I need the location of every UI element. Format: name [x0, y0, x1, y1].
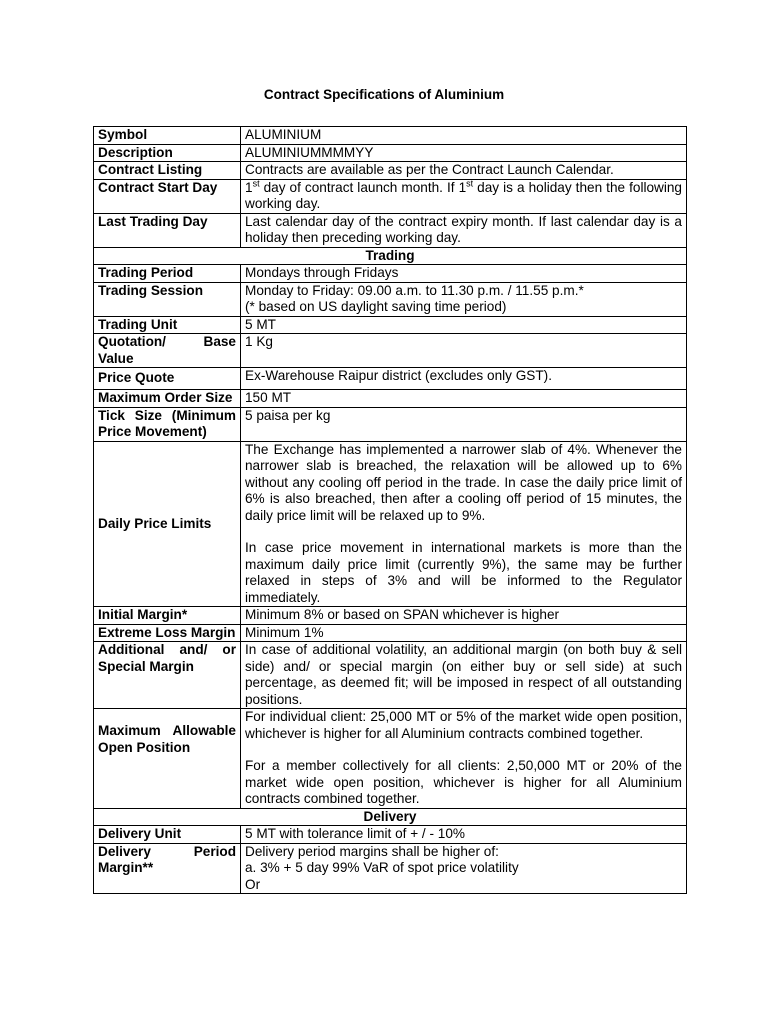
row-label: Extreme Loss Margin: [94, 624, 241, 642]
row-label: Trading Unit: [94, 316, 241, 334]
table-row: [94, 265, 687, 283]
table-row: [94, 624, 687, 642]
table-row: [94, 843, 687, 894]
row-label: Trading Period: [94, 265, 241, 283]
row-value: Last calendar day of the contract expiry month. If last calendar day is a holiday then preceding working day.: [241, 213, 687, 247]
row-label: Price Quote: [94, 368, 241, 390]
row-value: 5 MT: [241, 316, 687, 334]
row-value: Ex-Warehouse Raipur district (excludes only GST).: [241, 368, 687, 390]
row-value: Delivery period margins shall be higher of: a. 3% + 5 day 99% VaR of spot price volatility Or: [241, 843, 687, 894]
table-row: [94, 334, 687, 368]
row-value: 150 MT: [241, 390, 687, 408]
table-row: [94, 162, 687, 180]
table-row: [94, 316, 687, 334]
row-value: 5 paisa per kg: [241, 407, 687, 441]
table-row: [94, 282, 687, 316]
row-value: For individual client: 25,000 MT or 5% of the market wide open position, whichever is higher for all Aluminium contracts combined together. For a member collectively for all clients: 2,50,000 MT or 20% of the market wide open position, whichever is higher for all Aluminium contracts combined together.: [241, 709, 687, 809]
row-value: Minimum 1%: [241, 624, 687, 642]
row-label: Maximum Order Size: [94, 390, 241, 408]
row-value: Contracts are available as per the Contract Launch Calendar.: [241, 162, 687, 180]
row-label: Delivery Period Margin**: [94, 843, 241, 894]
row-label: Maximum Allowable Open Position: [94, 709, 241, 809]
table-row: [94, 441, 687, 607]
table-row: [94, 407, 687, 441]
row-value: 5 MT with tolerance limit of + / - 10%: [241, 826, 687, 844]
row-label: Symbol: [94, 127, 241, 145]
row-value: Minimum 8% or based on SPAN whichever is higher: [241, 607, 687, 625]
row-label: Additional and/ or Special Margin: [94, 642, 241, 709]
row-label: Last Trading Day: [94, 213, 241, 247]
row-value: The Exchange has implemented a narrower slab of 4%. Whenever the narrower slab is breached, the relaxation will be allowed up to 6% without any cooling off period in the trade. In case the daily price limit of 6% is also breached, then after a cooling off period of 15 minutes, the daily price limit will be relaxed up to 9%. In case price movement in international markets is more than the maximum daily price limit (currently 9%), the same may be further relaxed in steps of 3% and will be informed to the Regulator immediately.: [241, 441, 687, 607]
table-row: [94, 144, 687, 162]
contract-spec-table: [93, 126, 687, 894]
section-header-delivery: Delivery: [94, 808, 687, 826]
row-label: Trading Session: [94, 282, 241, 316]
row-label: Contract Start Day: [94, 179, 241, 213]
page-title: Contract Specifications of Aluminium: [263, 87, 505, 102]
row-value: In case of additional volatility, an additional margin (on both buy & sell side) and/ or special margin (on either buy or sell side) at such percentage, as deemed fit; will be imposed in respect of all outstanding positions.: [241, 642, 687, 709]
row-value: ALUMINIUM: [241, 127, 687, 145]
row-value: Monday to Friday: 09.00 a.m. to 11.30 p.m. / 11.55 p.m.* (* based on US daylight saving time period): [241, 282, 687, 316]
row-label: Daily Price Limits: [94, 441, 241, 607]
row-label: Delivery Unit: [94, 826, 241, 844]
row-value: 1 Kg: [241, 334, 687, 368]
row-label: Description: [94, 144, 241, 162]
table-row: [94, 179, 687, 213]
table-row: [94, 642, 687, 709]
row-value: 1st day of contract launch month. If 1st day is a holiday then the following working day.: [241, 179, 687, 213]
row-label: Quotation/ Base Value: [94, 334, 241, 368]
table-row: [94, 213, 687, 247]
row-label: Tick Size (Minimum Price Movement): [94, 407, 241, 441]
section-header-row: [94, 247, 687, 265]
table-row: [94, 127, 687, 145]
row-value: ALUMINIUMMMMYY: [241, 144, 687, 162]
table-row: [94, 826, 687, 844]
table-row: [94, 390, 687, 408]
row-value: Mondays through Fridays: [241, 265, 687, 283]
table-row: [94, 709, 687, 809]
table-row: [94, 368, 687, 390]
section-header-trading: Trading: [94, 247, 687, 265]
table-row: [94, 607, 687, 625]
section-header-row: [94, 808, 687, 826]
row-label: Contract Listing: [94, 162, 241, 180]
row-label: Initial Margin*: [94, 607, 241, 625]
